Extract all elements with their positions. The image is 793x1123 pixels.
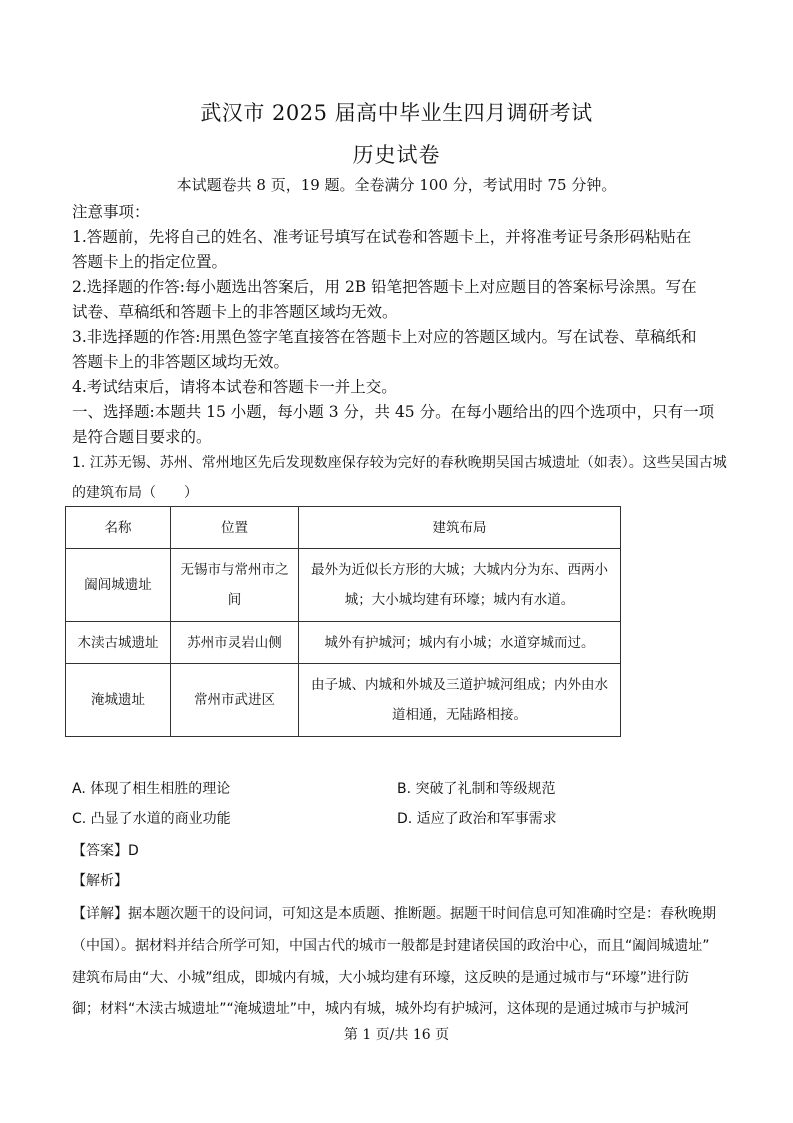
cell-line: 城；大小城均建有环壕；城内有水道。: [344, 592, 575, 608]
option-a: A. 体现了相生相胜的理论: [72, 781, 231, 797]
question-stem-blank: 的建筑布局（ ）: [72, 485, 198, 501]
exam-title: 武汉市 2025 届高中毕业生四月调研考试: [200, 101, 593, 125]
table-header-cell: 名称: [66, 507, 171, 549]
notice-line: 4.考试结束后，请将本试卷和答题卡一并上交。: [72, 378, 397, 396]
cell-line: 无锡市与常州市之: [180, 562, 289, 578]
table-cell-layout: 城外有护城河；城内有小城；水道穿城而过。: [299, 622, 621, 664]
table-row: [66, 622, 621, 664]
page-footer: 第 1 页/共 16 页: [343, 1027, 450, 1043]
notice-line: 3.非选择题的作答:用黑色签字笔直接答在答题卡上对应的答题区域内。写在试卷、草稿纸和: [72, 328, 697, 346]
table-cell-name: 木渎古城遗址: [66, 622, 171, 664]
exam-subject: 历史试卷: [352, 143, 441, 167]
notice-line: 答题卡上的非答题区域均无效。: [72, 353, 290, 371]
table-cell-name: 淹城遗址: [66, 664, 171, 737]
table-cell-location: [171, 549, 299, 622]
notice-line: 1.答题前，先将自己的姓名、准考证号填写在试卷和答题卡上，并将准考证号条形码粘贴在: [72, 228, 692, 246]
table-header-cell: 建筑布局: [299, 507, 621, 549]
analysis-label: 【解析】: [72, 873, 128, 889]
section-heading-line: 一、选择题:本题共 15 小题，每小题 3 分，共 45 分。在每小题给出的四个选项中，只有一项: [72, 403, 715, 421]
detail-line: （中国）。据材料并结合所学可知，中国古代的城市一般都是封建诸侯国的政治中心，而且“阖闾城遗址”: [72, 938, 710, 954]
table-header-row: [66, 507, 621, 549]
notice-heading: 注意事项：: [72, 203, 150, 221]
table-header-cell: 位置: [171, 507, 299, 549]
option-c: C. 凸显了水道的商业功能: [72, 811, 231, 827]
question-stem: 1. 江苏无锡、苏州、常州地区先后发现数座保存较为完好的春秋晚期吴国古城遗址（如表）。这些吴国古城: [72, 455, 727, 471]
detail-line: 建筑布局由“大、小城”组成，即城内有城，大小城均建有环壕，这反映的是通过城市与“环壕”进行防: [72, 970, 690, 986]
detail-line: 【详解】据本题次题干的设问词，可知这是本质题、推断题。据题干时间信息可知准确时空是：春秋晚期: [72, 906, 716, 922]
option-b: B. 突破了礼制和等级规范: [397, 781, 556, 797]
table-cell-location: 苏州市灵岩山侧: [171, 622, 299, 664]
section-heading-line: 是符合题目要求的。: [72, 428, 212, 446]
cell-line: 最外为近似长方形的大城；大城内分为东、西两小: [311, 562, 608, 578]
notice-line: 2.选择题的作答:每小题选出答案后，用 2B 铅笔把答题卡上对应题目的答案标号涂黑。写在: [72, 278, 697, 296]
cell-line: 由子城、内城和外城及三道护城河组成；内外由水: [311, 677, 608, 693]
table-cell-layout: [299, 549, 621, 622]
exam-intro: 本试题卷共 8 页，19 题。全卷满分 100 分，考试用时 75 分钟。: [176, 176, 617, 194]
cell-line: 道相通，无陆路相接。: [392, 707, 527, 723]
notice-line: 答题卡上的指定位置。: [72, 253, 228, 271]
table-row: [66, 549, 621, 622]
table-cell-name: 阖闾城遗址: [66, 549, 171, 622]
option-d: D. 适应了政治和军事需求: [397, 811, 557, 827]
answer-line: 【答案】D: [72, 843, 139, 859]
detail-line: 御；材料“木渎古城遗址”“淹城遗址”中，城内有城，城外均有护城河，这体现的是通过城市与护城河: [72, 1001, 690, 1017]
ruins-table: [65, 506, 621, 737]
cell-line: 间: [227, 592, 242, 608]
table-cell-location: 常州市武进区: [171, 664, 299, 737]
notice-line: 试卷、草稿纸和答题卡上的非答题区域均无效。: [72, 303, 398, 321]
table-cell-layout: [299, 664, 621, 737]
table-row: [66, 664, 621, 737]
